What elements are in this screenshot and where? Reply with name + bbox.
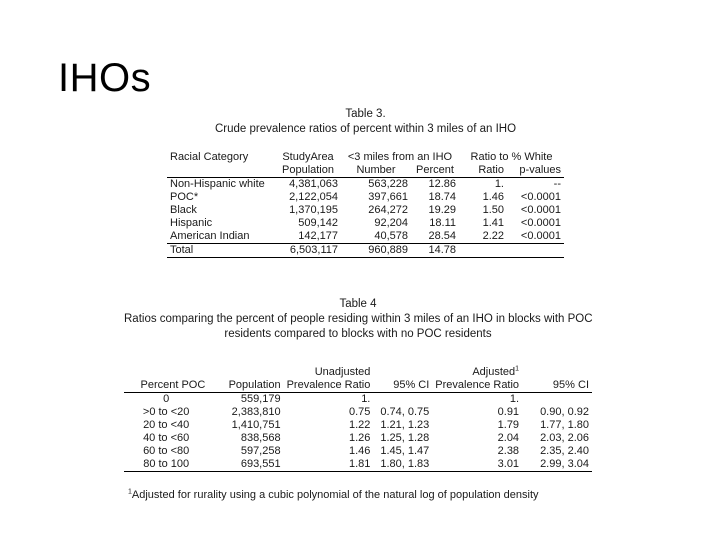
table4-header-unadjusted-ci: 95% CI bbox=[373, 379, 432, 393]
table3-caption: Crude prevalence ratios of percent within 3 miles of an IHO bbox=[214, 123, 517, 135]
table4-cell: 1.25, 1.28 bbox=[380, 432, 430, 444]
table3-cell: 4,381,063 bbox=[289, 178, 338, 190]
table4-cell: 2.99, 3.04 bbox=[522, 458, 592, 472]
table-row bbox=[124, 458, 592, 472]
table3-header-study-area: StudyArea bbox=[282, 151, 334, 163]
table3-header-blank bbox=[167, 164, 275, 178]
table4-cell: 1.79 bbox=[497, 419, 520, 431]
table-row bbox=[124, 406, 592, 419]
table4-cell: 0.75 bbox=[348, 406, 371, 418]
table3-cell: 397,661 bbox=[368, 191, 408, 203]
table4-cell: 40 to <60 bbox=[143, 432, 190, 444]
table4-caption-line1: Ratios comparing the percent of people residing within 3 miles of an IHO in blocks with POC bbox=[124, 313, 593, 325]
table-row bbox=[124, 432, 592, 445]
table4-cell: 2.03, 2.06 bbox=[540, 432, 589, 444]
table3-cell: 6,503,117 bbox=[275, 244, 341, 258]
table3-cell: 18.11 bbox=[429, 217, 456, 229]
table4-cell: 559,179 bbox=[240, 393, 281, 405]
table4-cell bbox=[522, 393, 592, 407]
table4-label: Table 4 bbox=[339, 298, 377, 310]
table4-caption-block bbox=[124, 297, 592, 342]
table3-cell: 92,204 bbox=[374, 217, 408, 229]
table3-cell: 28.54 bbox=[428, 230, 456, 242]
table3-cell: 14.78 bbox=[411, 244, 459, 258]
table4-cell: 1.77, 1.80 bbox=[540, 419, 589, 431]
table3-cell: Total bbox=[167, 244, 275, 258]
table3-cell: American Indian bbox=[170, 230, 250, 242]
table4-header-unadjusted-ratio: Prevalence Ratio bbox=[284, 379, 374, 393]
table-row bbox=[167, 204, 564, 217]
table4-cell: 1.22 bbox=[348, 419, 371, 431]
table3-cell: <0.0001 bbox=[520, 204, 561, 216]
table4-cell: 1.45, 1.47 bbox=[380, 445, 430, 457]
table4-cell: 597,258 bbox=[240, 445, 281, 457]
table4-cell: 0.74, 0.75 bbox=[380, 406, 430, 418]
table3-caption-block bbox=[167, 107, 564, 137]
table3-total-row bbox=[167, 244, 564, 258]
table4-cell: 0 bbox=[163, 393, 170, 405]
table4-cell: 1,410,751 bbox=[231, 419, 281, 431]
table3-header-number: Number bbox=[341, 164, 411, 178]
table4-cell: 1.26 bbox=[348, 432, 371, 444]
table3-cell: 2.22 bbox=[482, 230, 504, 242]
table3-cell: <0.0001 bbox=[520, 217, 561, 229]
table3-cell: 18.74 bbox=[428, 191, 456, 203]
table4-cell bbox=[373, 393, 432, 407]
table3-header-percent: Percent bbox=[411, 164, 459, 178]
table4-header-adjusted-ratio: Prevalence Ratio bbox=[432, 379, 522, 393]
table4-cell: 693,551 bbox=[208, 458, 283, 472]
table4-cell: 0.90, 0.92 bbox=[540, 406, 589, 418]
table3-header-population: Population bbox=[275, 164, 341, 178]
table4-header-blank bbox=[208, 366, 283, 379]
table3-cell: 1,370,195 bbox=[289, 204, 338, 216]
table4-cell: 60 to <80 bbox=[143, 445, 190, 457]
table4-cell: 20 to <40 bbox=[143, 419, 190, 431]
table3-cell bbox=[459, 244, 507, 258]
table3-cell: 12.86 bbox=[428, 178, 456, 190]
table4-header-adjusted: Adjusted bbox=[472, 366, 516, 378]
table-row bbox=[167, 191, 564, 204]
table4-cell: 80 to 100 bbox=[124, 458, 208, 472]
table4-header-adjusted-cell bbox=[432, 366, 522, 379]
table3-cell: <0.0001 bbox=[520, 191, 561, 203]
table4-cell: 1.21, 1.23 bbox=[380, 419, 430, 431]
table3-cell: 40,578 bbox=[374, 230, 408, 242]
table4-header-row1 bbox=[124, 366, 592, 379]
table3-header-within-3-miles: <3 miles from an IHO bbox=[347, 151, 453, 163]
table-row bbox=[167, 178, 564, 192]
table3-cell: 563,228 bbox=[368, 178, 408, 190]
table4-header-percent-poc: Percent POC bbox=[124, 379, 208, 393]
table-row bbox=[167, 230, 564, 244]
table3-cell: 960,889 bbox=[341, 244, 411, 258]
table3-header-racial-category: Racial Category bbox=[170, 151, 249, 163]
table3-cell bbox=[507, 244, 564, 258]
table4-cell: >0 to <20 bbox=[142, 406, 190, 418]
table4-header-row2 bbox=[124, 379, 592, 393]
table3-header-p-values: p-values bbox=[507, 164, 564, 178]
table4-cell: 1.80, 1.83 bbox=[373, 458, 432, 472]
table3-cell: 1.41 bbox=[482, 217, 504, 229]
table3-header-ratio-sub: Ratio bbox=[459, 164, 507, 178]
table4-caption-line2: residents compared to blocks with no POC residents bbox=[224, 328, 492, 340]
table4-cell: 2.38 bbox=[497, 445, 520, 457]
footnote-text: Adjusted for rurality using a cubic polynomial of the natural log of population density bbox=[131, 489, 539, 501]
table-row bbox=[124, 445, 592, 458]
table4-cell: 0.91 bbox=[497, 406, 520, 418]
table3-cell: 1. bbox=[494, 178, 504, 190]
table4-cell: 1.81 bbox=[284, 458, 374, 472]
table-row bbox=[124, 419, 592, 432]
table3-cell: 142,177 bbox=[298, 230, 338, 242]
table4-footnote bbox=[128, 489, 539, 501]
table4-cell: 838,568 bbox=[240, 432, 281, 444]
table3-label: Table 3. bbox=[345, 108, 386, 120]
table4-header-blank bbox=[373, 366, 432, 379]
table3-cell: 1.46 bbox=[482, 191, 504, 203]
table4 bbox=[124, 366, 592, 472]
table3-cell: Black bbox=[170, 204, 197, 216]
table3-cell: Hispanic bbox=[170, 217, 213, 229]
table4-cell: 1. bbox=[361, 393, 371, 405]
table4-header-population: Population bbox=[208, 379, 283, 393]
table4-cell: 1. bbox=[509, 393, 520, 405]
table4-cell: 1.46 bbox=[348, 445, 371, 457]
table3-cell: 19.29 bbox=[428, 204, 456, 216]
table3-cell: POC* bbox=[170, 191, 199, 203]
table-row bbox=[167, 217, 564, 230]
slide-title: IHOs bbox=[58, 56, 152, 100]
table4-cell: 2.35, 2.40 bbox=[540, 445, 589, 457]
table3-cell: 509,142 bbox=[298, 217, 338, 229]
table3-header-row1 bbox=[167, 151, 564, 164]
table3-cell: <0.0001 bbox=[520, 230, 561, 242]
table4-header-blank bbox=[124, 366, 208, 379]
table3-header-ratio: Ratio to % White bbox=[470, 151, 553, 163]
table4-cell: 2,383,810 bbox=[231, 406, 281, 418]
table3-cell: 2,122,054 bbox=[289, 191, 338, 203]
table4-cell: 3.01 bbox=[432, 458, 522, 472]
table3-cell: 264,272 bbox=[368, 204, 408, 216]
table-row bbox=[124, 393, 592, 407]
table4-header-blank bbox=[522, 366, 592, 379]
footnote-mark: 1 bbox=[128, 488, 132, 496]
table4-cell: 2.04 bbox=[497, 432, 520, 444]
table4-header-unadjusted: Unadjusted bbox=[314, 366, 371, 378]
table4-adjusted-footnote-mark: 1 bbox=[515, 365, 520, 373]
table3-header-row2 bbox=[167, 164, 564, 178]
table3 bbox=[167, 151, 564, 258]
table4-header-adjusted-ci: 95% CI bbox=[522, 379, 592, 393]
table3-cell: -- bbox=[553, 178, 561, 190]
table3-cell: Non-Hispanic white bbox=[170, 178, 265, 190]
table3-cell: 1.50 bbox=[482, 204, 504, 216]
